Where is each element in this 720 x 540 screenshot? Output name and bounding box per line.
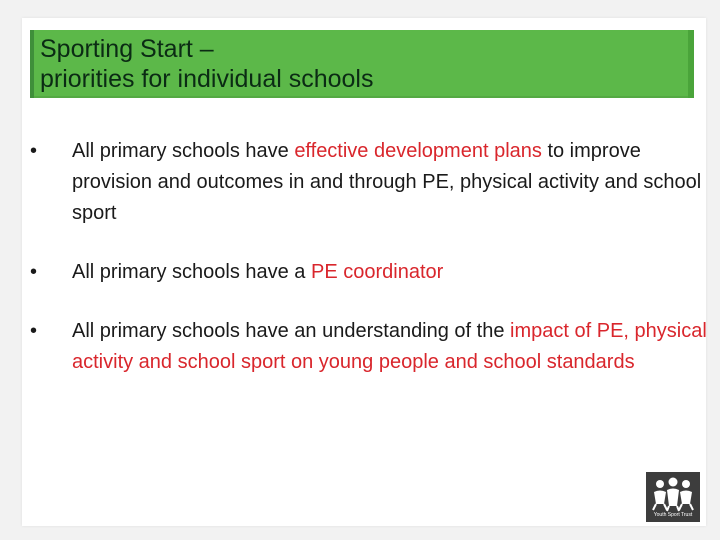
- bullet-item: [30, 257, 714, 288]
- logo-text: Youth Sport Trust: [653, 512, 693, 518]
- bullet-text: to improve provision and outcomes in and through PE, physical activity and school sport: [72, 140, 702, 224]
- bullet-highlight: effective development plans: [294, 140, 542, 162]
- youth-sport-trust-logo: [646, 472, 700, 522]
- bullet-dot: •: [30, 261, 38, 283]
- title-banner-accent: [688, 30, 694, 98]
- bullet-list: [30, 136, 714, 378]
- slide-title: [40, 34, 680, 94]
- bullet-text: All primary schools have a: [72, 261, 311, 283]
- bullet-dot: •: [30, 320, 38, 342]
- bullet-text: All primary schools have an understanding of the: [72, 320, 511, 342]
- bullet-dot: •: [30, 140, 38, 162]
- title-line-1: Sporting Start –: [40, 35, 214, 63]
- bullet-item: [30, 316, 714, 378]
- bullet-highlight: impact of PE, physical activity and school sport on young people and school standards: [72, 320, 707, 373]
- title-banner: [30, 30, 694, 98]
- bullet-highlight: PE coordinator: [310, 261, 444, 283]
- bullet-text: All primary schools have: [72, 140, 295, 162]
- bullet-item: [30, 136, 714, 229]
- title-line-2: priorities for individual schools: [40, 65, 374, 93]
